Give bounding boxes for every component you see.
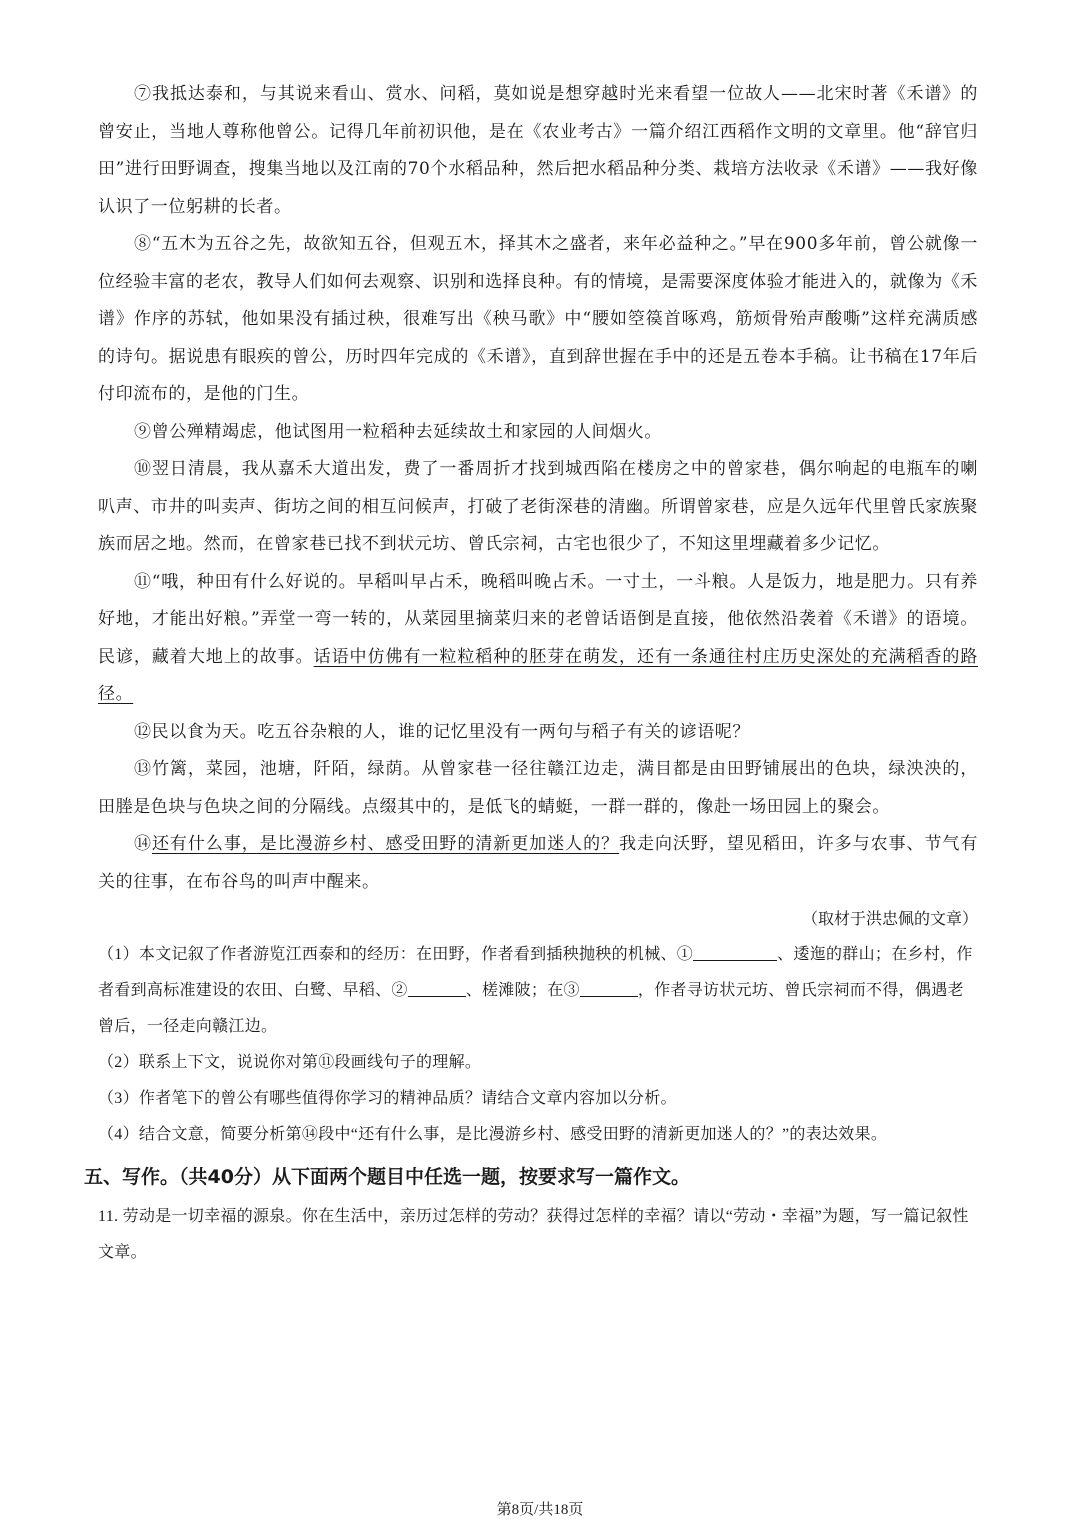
paragraph-14-underlined-sentence: 还有什么事，是比漫游乡村、感受田野的清新更加迷人的？	[151, 834, 620, 854]
paragraph-12: ⑫民以食为天。吃五谷杂粮的人，谁的记忆里没有一两句与稻子有关的谚语呢？	[134, 721, 750, 742]
answer-blank-3[interactable]	[580, 978, 638, 997]
source-note: （取材于洪忠佩的文章）	[801, 909, 978, 928]
question-1-part-d: ，作者寻访状元坊、曾氏宗祠而不得，偶遇老曾后，一径走向赣江边。	[98, 982, 964, 1035]
answer-blank-1[interactable]	[693, 942, 777, 961]
paragraph-9: ⑨曾公殚精竭虑，他试图用一粒稻种去延续故土和家园的人间烟火。	[134, 421, 662, 442]
paragraph-11-underlined-sentence: 话语中仿佛有一粒粒稻种的胚芽在萌发，还有一条通往村庄历史深处的充满稻香的路径。	[98, 646, 979, 704]
answer-blank-2[interactable]	[408, 978, 466, 997]
paragraph-11-text: ⑪“哦，种田有什么好说的。早稻叫早占禾，晚稻叫晚占禾。一寸土，一斗粮。人是饭力，地是肥力。只有养好地，才能出好粮。”弄堂一弯一转的，从菜园里摘菜归来的老曾话语倒是直接，他依然沿袭着《禾谱》的语境。民谚，藏着大地上的故事。	[98, 571, 978, 667]
page-footer: 第8页/共18页	[496, 1502, 584, 1518]
question-4: （4）结合文意，简要分析第⑭段中“还有什么事，是比漫游乡村、感受田野的清新更加迷人的？”的表达效果。	[98, 1126, 888, 1143]
paragraph-7: ⑦我抵达泰和，与其说来看山、赏水、问稻，莫如说是想穿越时光来看望一位故人——北宋时著《禾谱》的曾安止，当地人尊称他曾公。记得几年前初识他，是在《农业考古》一篇介绍江西稻作文明的文章里。他“辞官归田”进行田野调查，搜集当地以及江南的70个水稻品种，然后把水稻品种分类、栽培方法收录《禾谱》——我好像认识了一位躬耕的长者。	[98, 84, 978, 217]
question-11: 11. 劳动是一切幸福的源泉。你在生活中，亲历过怎样的劳动？获得过怎样的幸福？请以“劳动・幸福”为题，写一篇记叙性文章。	[98, 1208, 969, 1261]
question-2: （2）联系上下文，说说你对第⑪段画线句子的理解。	[98, 1054, 482, 1071]
paragraph-8: ⑧“五木为五谷之先，故欲知五谷，但观五木，择其木之盛者，来年必益种之。”早在900多年前，曾公就像一位经验丰富的老农，教导人们如何去观察、识别和选择良种。有的情境，是需要深度体验才能进入的，就像为《禾谱》作序的苏轼，他如果没有插过秧，很难写出《秧马歌》中“腰如箜篌首啄鸡，筋烦骨殆声酸嘶”这样充满质感的诗句。据说患有眼疾的曾公，历时四年完成的《禾谱》，直到辞世握在手中的还是五卷本手稿。让书稿在17年后付印流布的，是他的门生。	[98, 234, 978, 404]
paragraph-11	[98, 564, 978, 714]
paragraph-10: ⑩翌日清晨，我从嘉禾大道出发，费了一番周折才找到城西陷在楼房之中的曾家巷，偶尔响起的电瓶车的喇叭声、市井的叫卖声、街坊之间的相互问候声，打破了老街深巷的清幽。所谓曾家巷，应是久远年代里曾氏家族聚族而居之地。然而，在曾家巷已找不到状元坊、曾氏宗祠，古宅也很少了，不知这里埋藏着多少记忆。	[98, 459, 978, 554]
question-3: （3）作者笔下的曾公有哪些值得你学习的精神品质？请结合文章内容加以分析。	[98, 1090, 677, 1107]
paragraph-14	[98, 826, 978, 901]
question-1-part-a: （1）本文记叙了作者游览江西泰和的经历：在田野，作者看到插秧抛秧的机械、①	[98, 946, 694, 963]
paragraph-14-text: 我走向沃野，望见稻田，许多与农事、节气有关的往事，在布谷鸟的叫声中醒来。	[98, 834, 978, 892]
page-content	[84, 76, 979, 1271]
section-title-writing: 五、写作。（共40分）从下面两个题目中任选一题，按要求写一篇作文。	[84, 1166, 690, 1188]
paragraph-13: ⑬竹篱，菜园，池塘，阡陌，绿荫。从曾家巷一径往赣江边走，满目都是由田野铺展出的色块，绿泱泱的，田塍是色块与色块之间的分隔线。点缀其中的，是低飞的蜻蜓，一群一群的，像赴一场田园上的聚会。	[98, 759, 978, 817]
question-1-part-c: 、槎滩陂；在③	[465, 982, 580, 999]
paragraph-14-number: ⑭	[134, 834, 152, 854]
question-1	[98, 937, 978, 1045]
question-1-part-b: 、逶迤的群山；在乡村，作者看到高标准建设的农田、白鹭、早稻、②	[98, 946, 973, 999]
